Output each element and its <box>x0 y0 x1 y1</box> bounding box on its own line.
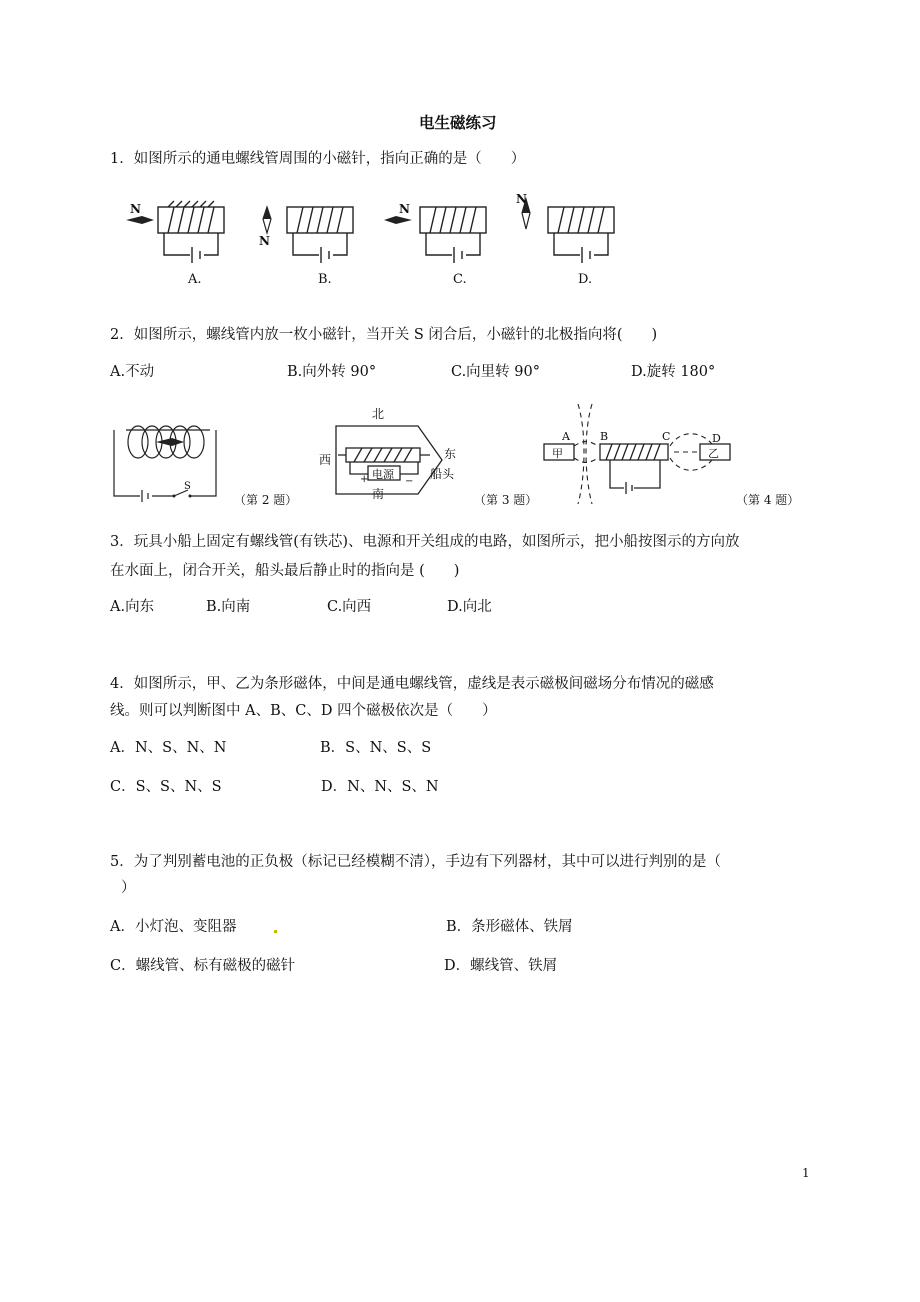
q1-needle-label: N <box>399 202 410 216</box>
q1-needle-label: N <box>259 234 270 248</box>
fig3-caption: （第 3 题） <box>474 493 538 507</box>
q5-option-b: B．条形磁体、铁屑 <box>446 919 573 935</box>
q2-option-d: D.旋转 180° <box>631 364 716 380</box>
fig3-west: 西 <box>319 453 332 467</box>
q1-needle-label: N <box>516 192 527 206</box>
fig4-pole-d: D <box>712 432 721 445</box>
q3-option-d: D.向北 <box>447 599 492 615</box>
fig4-magnet-jia: 甲 <box>552 447 563 460</box>
fig3-south: 南 <box>372 487 385 501</box>
q1-label-c: C. <box>453 272 467 287</box>
fig4-caption: （第 4 题） <box>736 493 800 507</box>
fig3-north: 北 <box>372 407 385 421</box>
page-number: 1 <box>802 1166 810 1180</box>
page-title: 电生磁练习 <box>419 113 497 132</box>
fig4-pole-b: B <box>600 430 609 443</box>
fig3-east: 东 <box>444 447 457 461</box>
fig3-plus: + <box>360 474 369 485</box>
q4-stem-line2: 线。则可以判断图中 A、B、C、D 四个磁极依次是（ ） <box>110 703 497 719</box>
q1-label-a: A. <box>188 272 202 287</box>
q5-stem-line1: 5．为了判别蓄电池的正负极（标记已经模糊不清），手边有下列器材，其中可以进行判别的是（ <box>110 854 721 870</box>
fig4-pole-c: C <box>662 430 671 443</box>
q1-figure <box>120 185 640 295</box>
q3-stem-line1: 3．玩具小船上固定有螺线管(有铁芯)、电源和开关组成的电路，如图所示，把小船按图示的方向放 <box>110 534 740 550</box>
q4-option-a: A．N、S、N、N <box>110 740 227 756</box>
q5-stem-line2: ） <box>121 880 136 896</box>
fig4-magnet-yi: 乙 <box>708 447 719 460</box>
q3-option-a: A.向东 <box>110 599 155 615</box>
q2-option-a: A.不动 <box>110 364 155 380</box>
q1-label-b: B. <box>318 272 332 287</box>
fig2-switch-label: S <box>184 481 191 492</box>
fig3-bow: 船头 <box>430 467 455 481</box>
q3-option-c: C.向西 <box>327 599 372 615</box>
q4-option-d: D．N、N、S、N <box>321 779 439 795</box>
q2-option-c: C.向里转 90° <box>451 364 540 380</box>
q3-stem-line2: 在水面上，闭合开关，船头最后静止时的指向是 ( ) <box>110 563 460 579</box>
q2-option-b: B.向外转 90° <box>287 364 377 380</box>
q2-stem: 2．如图所示，螺线管内放一枚小磁针，当开关 S 闭合后，小磁针的北极指向将( ) <box>110 327 658 343</box>
figure-row <box>100 400 820 512</box>
fig3-minus: − <box>405 476 414 487</box>
q5-option-c: C．螺线管、标有磁极的磁针 <box>110 958 296 974</box>
q5-option-d: D．螺线管、铁屑 <box>444 958 558 974</box>
fig4-pole-a: A <box>562 430 570 443</box>
q3-option-b: B.向南 <box>206 599 251 615</box>
q4-option-b: B．S、N、S、S <box>320 740 432 756</box>
q1-needle-label: N <box>130 202 141 216</box>
fig3-source: 电源 <box>372 468 394 481</box>
fig2-caption: （第 2 题） <box>234 493 298 507</box>
q5-option-a: A．小灯泡、变阻器 <box>110 919 237 935</box>
q4-stem-line1: 4．如图所示，甲、乙为条形磁体，中间是通电螺线管，虚线是表示磁极间磁场分布情况的磁感 <box>110 676 714 692</box>
highlight-mark <box>274 930 277 933</box>
q1-label-d: D. <box>578 272 593 287</box>
q1-stem: 1．如图所示的通电螺线管周围的小磁针，指向正确的是（ ） <box>110 151 526 167</box>
q4-option-c: C．S、S、N、S <box>110 779 222 795</box>
